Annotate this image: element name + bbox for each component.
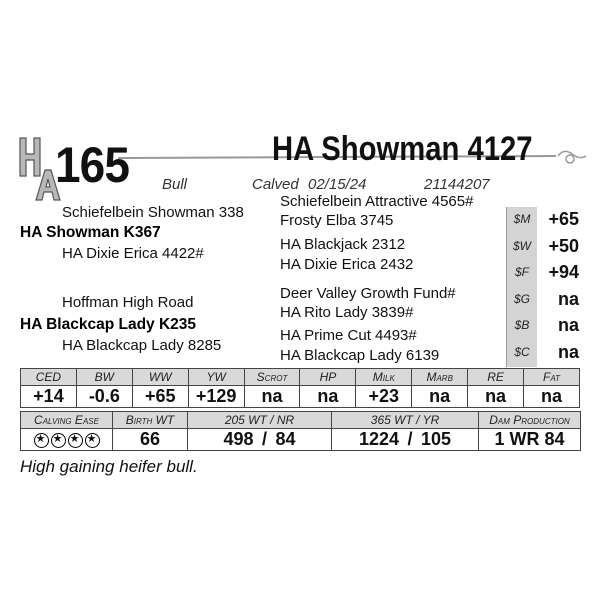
index-label: $G xyxy=(513,291,530,306)
epd-header: BW xyxy=(76,369,132,386)
calved-label: Calved xyxy=(252,176,299,193)
dam-dam: HA Blackcap Lady 8285 xyxy=(62,337,222,354)
birth-weight-header: Birth WT xyxy=(113,412,188,429)
pedigree-right-item: HA Rito Lady 3839# xyxy=(280,304,414,321)
epd-value: +14 xyxy=(21,386,77,408)
epd-header: YW xyxy=(188,369,244,386)
calving-ease-stars xyxy=(21,429,113,451)
dam: HA Blackcap Lady K235 xyxy=(20,316,197,333)
pedigree-right-item: Frosty Elba 3745 xyxy=(280,212,394,229)
pedigree-right-item: HA Dixie Erica 2432 xyxy=(280,256,414,273)
epd-value: na xyxy=(300,386,356,408)
index-box xyxy=(506,207,581,367)
dam-sire: Hoffman High Road xyxy=(62,294,194,311)
epd-header: HP xyxy=(300,369,356,386)
epd-value: +23 xyxy=(356,386,412,408)
epd-header: Scrot xyxy=(244,369,300,386)
star-circle-icon xyxy=(85,433,100,448)
yearling-weight-value: 1224 xyxy=(358,429,399,449)
index-value: na xyxy=(557,288,579,309)
star-circle-icon xyxy=(34,433,49,448)
epd-header: CED xyxy=(21,369,77,386)
epd-value: +129 xyxy=(188,386,244,408)
epd-table xyxy=(20,368,580,408)
separator: / xyxy=(261,429,267,449)
dam-production-value: 1 WR 84 xyxy=(479,429,581,451)
separator: / xyxy=(407,429,413,449)
sire-sire: Schiefelbein Showman 338 xyxy=(62,204,244,221)
index-label: $F xyxy=(514,265,529,280)
yearling-weight-header: 365 WT / YR xyxy=(332,412,479,429)
index-value: na xyxy=(557,315,579,336)
lot-number: 165 xyxy=(55,137,130,193)
epd-value: na xyxy=(468,386,524,408)
index-row xyxy=(507,234,581,261)
star-circle-icon xyxy=(68,433,83,448)
star-circle-icon xyxy=(51,433,66,448)
index-row xyxy=(507,340,581,367)
weaning-ratio-value: 84 xyxy=(275,429,296,449)
pedigree-right-item: HA Blackjack 2312 xyxy=(280,236,406,253)
sire: HA Showman K367 xyxy=(20,224,161,241)
index-label: $B xyxy=(514,318,530,333)
epd-value: -0.6 xyxy=(76,386,132,408)
yearling-ratio-value: 105 xyxy=(421,429,452,449)
weaning-weight-value: 498 xyxy=(223,429,254,449)
epd-header: Marb xyxy=(412,369,468,386)
index-value: +94 xyxy=(548,262,579,283)
comment: High gaining heifer bull. xyxy=(20,457,198,476)
weaning-weight-cell xyxy=(188,429,332,451)
performance-table xyxy=(20,411,581,451)
index-label: $C xyxy=(514,345,530,359)
index-value: na xyxy=(557,342,579,362)
registration-number: 21144207 xyxy=(424,176,490,193)
epd-header: Fat xyxy=(524,369,580,386)
epd-header: WW xyxy=(132,369,188,386)
dam-production-header: Dam Production xyxy=(479,412,581,429)
weaning-weight-header: 205 WT / NR xyxy=(188,412,332,429)
epd-value: na xyxy=(244,386,300,408)
pedigree-right-item: Deer Valley Growth Fund# xyxy=(280,285,456,302)
calved-date: 02/15/24 xyxy=(308,176,367,193)
index-row xyxy=(507,207,581,234)
pedigree-right-item: HA Prime Cut 4493# xyxy=(280,327,417,344)
index-label: $W xyxy=(513,238,531,253)
sire-dam: HA Dixie Erica 4422# xyxy=(62,245,204,262)
index-row xyxy=(507,260,581,287)
calving-ease-header: Calving Ease xyxy=(21,412,113,429)
epd-value: na xyxy=(524,386,580,408)
index-row xyxy=(507,313,581,340)
birth-weight-value: 66 xyxy=(113,429,188,451)
pedigree-right-item: HA Blackcap Lady 6139 xyxy=(280,347,440,364)
index-value: +65 xyxy=(548,209,579,229)
epd-value: +65 xyxy=(132,386,188,408)
index-value: +50 xyxy=(548,235,579,256)
animal-name: HA Showman 4127 xyxy=(272,130,533,168)
animal-sex: Bull xyxy=(162,176,188,193)
yearling-weight-cell xyxy=(332,429,479,451)
epd-header: Milk xyxy=(356,369,412,386)
epd-header-row xyxy=(21,369,580,386)
index-row xyxy=(507,287,581,314)
performance-value-row xyxy=(21,429,581,451)
performance-header-row xyxy=(21,412,581,429)
epd-value: na xyxy=(412,386,468,408)
index-label: $M xyxy=(513,212,531,226)
epd-header: RE xyxy=(468,369,524,386)
epd-value-row xyxy=(21,386,580,408)
pedigree-right-item: Schiefelbein Attractive 4565# xyxy=(280,193,474,210)
